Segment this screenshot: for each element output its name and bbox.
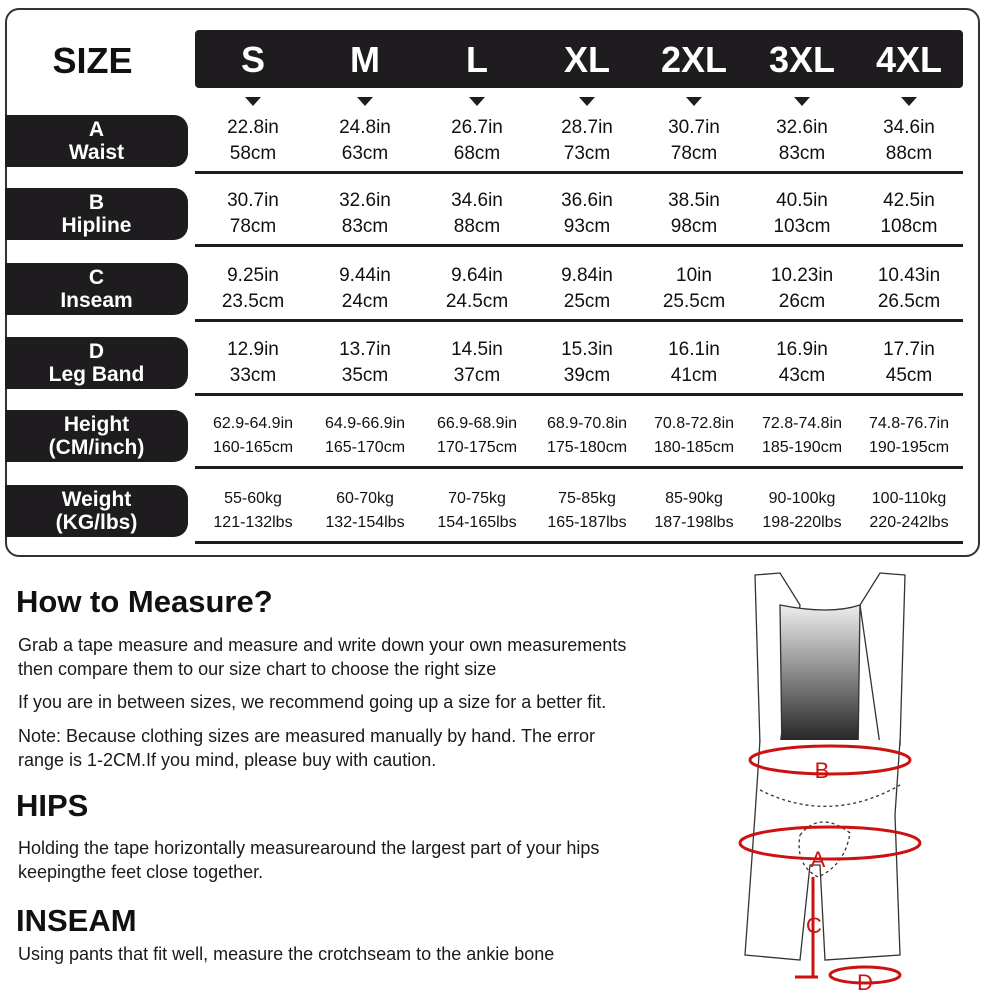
value-line1: 38.5in	[668, 190, 720, 211]
size-column-2xl: 2XL	[660, 39, 728, 80]
table-cell	[310, 188, 420, 240]
table-cell	[422, 337, 532, 389]
value-line2: 93cm	[563, 216, 611, 237]
value-line1: 85-90kg	[665, 490, 723, 507]
how-paragraph-3b: range is 1-2CM.If you mind, please buy with caution.	[18, 750, 437, 770]
row-label-line2: (CM/inch)	[48, 436, 145, 459]
down-arrow-icon	[469, 97, 485, 106]
size-column-s: S	[240, 39, 265, 80]
label-d: D	[857, 970, 873, 995]
value-line1: 10.43in	[877, 265, 941, 286]
row-divider	[195, 466, 963, 469]
value-line1: 10in	[676, 265, 712, 286]
row-divider	[195, 171, 963, 174]
value-line1: 75-85kg	[558, 490, 616, 507]
table-cell	[854, 115, 964, 167]
value-line1: 70.8-72.8in	[653, 415, 735, 432]
value-line1: 32.6in	[776, 117, 828, 138]
down-arrow-icon	[901, 97, 917, 106]
row-divider	[195, 393, 963, 396]
value-line2: 121-132lbs	[213, 514, 293, 531]
inseam-paragraph: Using pants that fit well, measure the crotchseam to the ankie bone	[18, 944, 555, 964]
row-label-line1: A	[88, 118, 105, 141]
table-cell	[853, 487, 965, 535]
value-line1: 9.64in	[451, 265, 503, 286]
how-paragraph-1a: Grab a tape measure and measure and write down your own measurements	[18, 635, 627, 655]
table-cell	[198, 188, 308, 240]
value-line1: 15.3in	[561, 339, 613, 360]
table-cell	[532, 337, 642, 389]
row-label	[5, 115, 188, 167]
row-label	[5, 485, 188, 537]
down-arrow-icon	[794, 97, 810, 106]
inseam-title: INSEAM	[16, 903, 137, 938]
value-line2: 45cm	[885, 365, 933, 386]
value-line1: 70-75kg	[448, 490, 506, 507]
row-label-line1: Height	[63, 413, 130, 436]
value-line2: 35cm	[341, 365, 389, 386]
value-line2: 88cm	[885, 143, 933, 164]
value-line2: 165-187lbs	[547, 514, 627, 531]
value-line2: 83cm	[341, 216, 389, 237]
row-label	[5, 188, 188, 240]
down-arrow-icon	[686, 97, 702, 106]
value-line2: 58cm	[229, 143, 277, 164]
hips-paragraph-2: keepingthe feet close together.	[18, 862, 264, 882]
value-line2: 33cm	[229, 365, 277, 386]
value-line1: 26.7in	[451, 117, 503, 138]
value-line2: 187-198lbs	[654, 514, 734, 531]
value-line2: 190-195cm	[868, 439, 950, 456]
value-line2: 78cm	[670, 143, 718, 164]
table-cell	[198, 115, 308, 167]
bib-shorts-diagram	[700, 565, 960, 995]
value-line2: 68cm	[453, 143, 501, 164]
value-line1: 16.1in	[668, 339, 720, 360]
table-cell	[532, 263, 642, 315]
table-cell	[747, 337, 857, 389]
row-label	[5, 337, 188, 389]
value-line1: 22.8in	[227, 117, 279, 138]
row-label-line2: Waist	[68, 141, 125, 164]
value-line1: 62.9-64.9in	[212, 415, 294, 432]
row-label-line2: Leg Band	[48, 363, 145, 386]
value-line2: 41cm	[670, 365, 718, 386]
table-cell	[309, 487, 421, 535]
table-cell	[854, 188, 964, 240]
value-line2: 43cm	[778, 365, 826, 386]
how-to-measure-title: How to Measure?	[16, 584, 273, 619]
size-column-3xl: 3XL	[768, 39, 836, 80]
row-label-line1: C	[88, 266, 105, 289]
value-line2: 24cm	[341, 291, 389, 312]
table-cell	[421, 487, 533, 535]
value-line1: 9.44in	[339, 265, 391, 286]
row-label-line2: Hipline	[61, 214, 132, 237]
value-line2: 198-220lbs	[762, 514, 842, 531]
label-c: C	[806, 913, 822, 938]
how-paragraph-2: If you are in between sizes, we recommend going up a size for a better fit.	[18, 692, 607, 712]
value-line1: 34.6in	[883, 117, 935, 138]
table-cell	[854, 263, 964, 315]
table-cell	[639, 337, 749, 389]
value-line1: 60-70kg	[336, 490, 394, 507]
table-cell	[198, 263, 308, 315]
value-line1: 68.9-70.8in	[546, 415, 628, 432]
value-line1: 90-100kg	[768, 490, 836, 507]
value-line2: 154-165lbs	[437, 514, 517, 531]
down-arrow-icon	[357, 97, 373, 106]
value-line1: 9.25in	[227, 265, 279, 286]
table-cell	[422, 188, 532, 240]
value-line2: 175-180cm	[546, 439, 628, 456]
value-line1: 72.8-74.8in	[761, 415, 843, 432]
size-column-4xl: 4XL	[875, 39, 943, 80]
value-line2: 185-190cm	[761, 439, 843, 456]
value-line1: 16.9in	[776, 339, 828, 360]
table-cell	[309, 412, 421, 460]
row-label-line2: Inseam	[60, 289, 133, 312]
value-line1: 14.5in	[451, 339, 503, 360]
table-cell	[747, 188, 857, 240]
value-line1: 36.6in	[561, 190, 613, 211]
hips-paragraph-1: Holding the tape horizontally measurearound the largest part of your hips	[18, 838, 600, 858]
value-line1: 12.9in	[227, 339, 279, 360]
value-line2: 78cm	[229, 216, 277, 237]
label-a: A	[810, 847, 826, 872]
value-line1: 64.9-66.9in	[324, 415, 406, 432]
value-line2: 73cm	[563, 143, 611, 164]
table-cell	[746, 412, 858, 460]
down-arrow-icon	[579, 97, 595, 106]
size-heading: SIZE	[52, 40, 133, 81]
row-divider	[195, 319, 963, 322]
table-cell	[854, 337, 964, 389]
row-label	[5, 263, 188, 315]
table-cell	[639, 263, 749, 315]
row-label-line1: Weight	[61, 488, 132, 511]
value-line1: 40.5in	[776, 190, 828, 211]
value-line2: 39cm	[563, 365, 611, 386]
value-line2: 63cm	[341, 143, 389, 164]
value-line2: 83cm	[778, 143, 826, 164]
table-cell	[310, 337, 420, 389]
value-line1: 10.23in	[770, 265, 834, 286]
value-line1: 24.8in	[339, 117, 391, 138]
value-line2: 25.5cm	[662, 291, 726, 312]
value-line1: 74.8-76.7in	[868, 415, 950, 432]
value-line2: 37cm	[453, 365, 501, 386]
table-cell	[197, 412, 309, 460]
table-cell	[638, 487, 750, 535]
value-line1: 30.7in	[668, 117, 720, 138]
label-b: B	[814, 758, 830, 783]
table-cell	[310, 263, 420, 315]
size-column-l: L	[466, 39, 488, 80]
row-divider	[195, 541, 963, 544]
table-cell	[531, 412, 643, 460]
value-line1: 100-110kg	[871, 490, 947, 507]
value-line2: 88cm	[453, 216, 501, 237]
table-cell	[638, 412, 750, 460]
row-label	[5, 410, 188, 462]
value-line2: 220-242lbs	[869, 514, 949, 531]
row-label-line1: B	[88, 191, 105, 214]
value-line2: 98cm	[670, 216, 718, 237]
size-column-xl: XL	[563, 39, 610, 80]
value-line1: 66.9-68.9in	[436, 415, 518, 432]
value-line2: 26.5cm	[877, 291, 941, 312]
value-line1: 42.5in	[883, 190, 935, 211]
size-column-m: M	[350, 39, 380, 80]
row-divider	[195, 244, 963, 247]
table-cell	[310, 115, 420, 167]
value-line2: 132-154lbs	[325, 514, 405, 531]
value-line2: 103cm	[773, 216, 831, 237]
table-cell	[422, 263, 532, 315]
value-line1: 13.7in	[339, 339, 391, 360]
how-paragraph-1b: then compare them to our size chart to choose the right size	[18, 659, 497, 679]
value-line2: 160-165cm	[212, 439, 294, 456]
value-line2: 180-185cm	[653, 439, 735, 456]
row-label-line2: (KG/lbs)	[55, 511, 138, 534]
table-cell	[639, 188, 749, 240]
hips-title: HIPS	[16, 788, 89, 823]
value-line1: 9.84in	[561, 265, 613, 286]
value-line2: 25cm	[563, 291, 611, 312]
value-line2: 108cm	[880, 216, 938, 237]
value-line2: 170-175cm	[436, 439, 518, 456]
value-line1: 17.7in	[883, 339, 935, 360]
table-cell	[198, 337, 308, 389]
table-cell	[532, 188, 642, 240]
table-cell	[853, 412, 965, 460]
table-cell	[532, 115, 642, 167]
value-line1: 30.7in	[227, 190, 279, 211]
value-line1: 55-60kg	[224, 490, 282, 507]
row-label-line1: D	[88, 340, 105, 363]
how-paragraph-3a: Note: Because clothing sizes are measured manually by hand. The error	[18, 726, 595, 746]
table-cell	[531, 487, 643, 535]
value-line1: 34.6in	[451, 190, 503, 211]
value-line2: 165-170cm	[324, 439, 406, 456]
value-line2: 23.5cm	[221, 291, 285, 312]
value-line1: 32.6in	[339, 190, 391, 211]
size-header-bar	[195, 30, 963, 88]
value-line1: 28.7in	[561, 117, 613, 138]
table-cell	[197, 487, 309, 535]
table-cell	[421, 412, 533, 460]
value-line2: 26cm	[778, 291, 826, 312]
table-cell	[747, 263, 857, 315]
table-cell	[747, 115, 857, 167]
table-cell	[746, 487, 858, 535]
table-cell	[639, 115, 749, 167]
table-cell	[422, 115, 532, 167]
value-line2: 24.5cm	[445, 291, 509, 312]
down-arrow-icon	[245, 97, 261, 106]
